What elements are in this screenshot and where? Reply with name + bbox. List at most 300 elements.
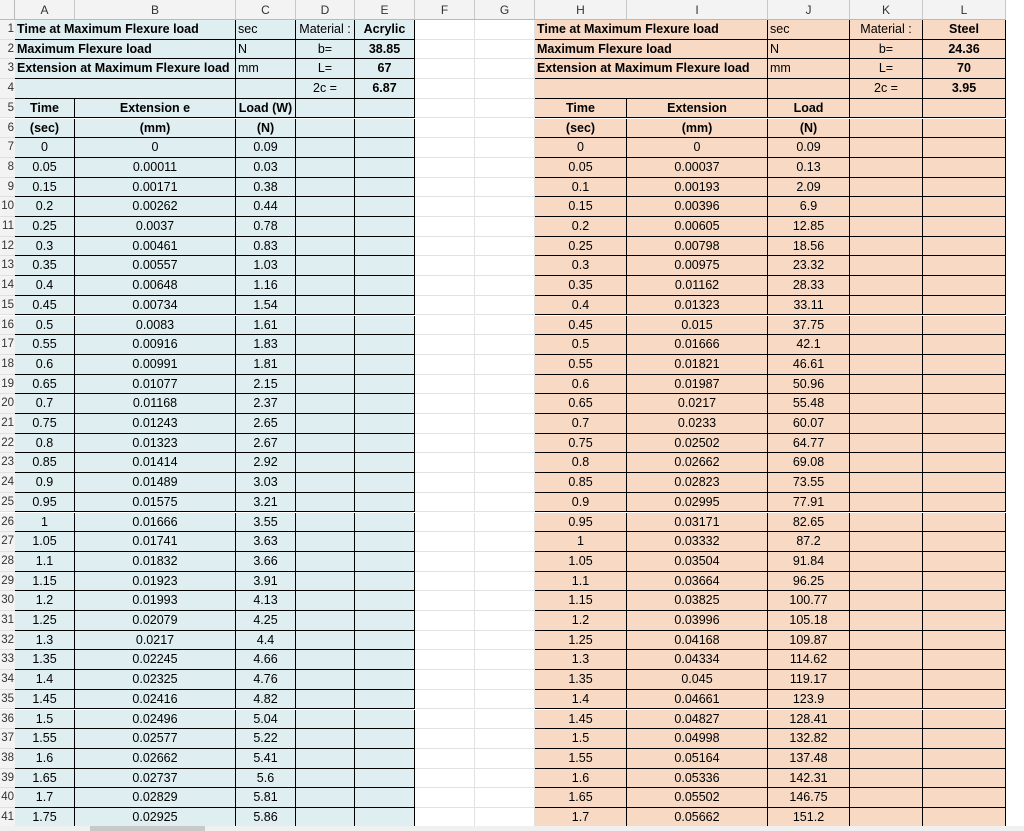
steel-empty-cell[interactable] bbox=[850, 138, 923, 158]
cell-g[interactable] bbox=[475, 453, 535, 473]
steel-extension-cell[interactable]: 0.04661 bbox=[627, 690, 768, 710]
steel-time-cell[interactable]: 0.15 bbox=[535, 197, 627, 217]
acrylic-extension-cell[interactable]: 0.02325 bbox=[75, 670, 236, 690]
acrylic-load-cell[interactable]: 1.83 bbox=[236, 335, 296, 355]
acrylic-empty-cell[interactable] bbox=[296, 710, 355, 730]
acrylic-empty-cell[interactable] bbox=[296, 414, 355, 434]
acrylic-empty-cell[interactable] bbox=[355, 473, 415, 493]
steel-load-cell[interactable]: 142.31 bbox=[768, 769, 850, 789]
steel-load-cell[interactable]: 23.32 bbox=[768, 256, 850, 276]
acrylic-time-cell[interactable]: 1.6 bbox=[15, 749, 75, 769]
steel-empty-cell[interactable] bbox=[923, 276, 1006, 296]
cell-f[interactable] bbox=[415, 710, 475, 730]
cell-g[interactable] bbox=[475, 79, 535, 99]
steel-time-cell[interactable]: 0.4 bbox=[535, 296, 627, 316]
row-header-26[interactable]: 26 bbox=[0, 513, 15, 533]
acrylic-info-label[interactable]: Time at Maximum Flexure load bbox=[15, 20, 236, 40]
cell-g[interactable] bbox=[475, 40, 535, 60]
acrylic-empty-cell[interactable] bbox=[355, 710, 415, 730]
column-header-k[interactable]: K bbox=[850, 0, 923, 20]
steel-load-cell[interactable]: 64.77 bbox=[768, 434, 850, 454]
cell-f[interactable] bbox=[415, 237, 475, 257]
acrylic-extension-cell[interactable]: 0.00648 bbox=[75, 276, 236, 296]
row-header-6[interactable]: 6 bbox=[0, 119, 15, 139]
row-header-18[interactable]: 18 bbox=[0, 355, 15, 375]
acrylic-extension-cell[interactable]: 0.02245 bbox=[75, 650, 236, 670]
cell-f[interactable] bbox=[415, 355, 475, 375]
acrylic-time-cell[interactable]: 1.3 bbox=[15, 631, 75, 651]
acrylic-extension-cell[interactable]: 0.01666 bbox=[75, 513, 236, 533]
steel-load-cell[interactable]: 137.48 bbox=[768, 749, 850, 769]
column-header-j[interactable]: J bbox=[768, 0, 850, 20]
acrylic-empty-cell[interactable] bbox=[355, 99, 415, 119]
steel-extension-cell[interactable]: 0.03332 bbox=[627, 532, 768, 552]
steel-extension-cell[interactable]: 0.00798 bbox=[627, 237, 768, 257]
acrylic-param-value[interactable]: 6.87 bbox=[355, 79, 415, 99]
acrylic-time-cell[interactable]: 0.35 bbox=[15, 256, 75, 276]
acrylic-load-cell[interactable]: 0.78 bbox=[236, 217, 296, 237]
cell-f[interactable] bbox=[415, 20, 475, 40]
steel-info-label[interactable]: Time at Maximum Flexure load bbox=[535, 20, 768, 40]
steel-empty-cell[interactable] bbox=[850, 788, 923, 808]
row-header-4[interactable]: 4 bbox=[0, 79, 15, 99]
acrylic-time-cell[interactable]: 0.15 bbox=[15, 178, 75, 198]
steel-info-unit[interactable]: N bbox=[768, 40, 850, 60]
acrylic-extension-cell[interactable]: 0.02925 bbox=[75, 808, 236, 828]
acrylic-extension-cell[interactable]: 0.00991 bbox=[75, 355, 236, 375]
steel-load-cell[interactable]: 6.9 bbox=[768, 197, 850, 217]
steel-empty-cell[interactable] bbox=[923, 710, 1006, 730]
acrylic-extension-cell[interactable]: 0.01168 bbox=[75, 394, 236, 414]
acrylic-extension-cell[interactable]: 0.01832 bbox=[75, 552, 236, 572]
steel-empty-cell[interactable] bbox=[850, 572, 923, 592]
steel-empty-cell[interactable] bbox=[923, 513, 1006, 533]
steel-extension-cell[interactable]: 0.01162 bbox=[627, 276, 768, 296]
acrylic-time-cell[interactable]: 0.65 bbox=[15, 375, 75, 395]
row-header-3[interactable]: 3 bbox=[0, 59, 15, 79]
steel-load-cell[interactable]: 12.85 bbox=[768, 217, 850, 237]
acrylic-load-cell[interactable]: 4.82 bbox=[236, 690, 296, 710]
acrylic-load-cell[interactable]: 0.44 bbox=[236, 197, 296, 217]
steel-empty-cell[interactable] bbox=[850, 394, 923, 414]
acrylic-empty-cell[interactable] bbox=[355, 650, 415, 670]
steel-empty-cell[interactable] bbox=[850, 119, 923, 139]
steel-load-cell[interactable]: 73.55 bbox=[768, 473, 850, 493]
cell-f[interactable] bbox=[415, 296, 475, 316]
steel-empty-cell[interactable] bbox=[923, 119, 1006, 139]
cell-f[interactable] bbox=[415, 217, 475, 237]
cell-g[interactable] bbox=[475, 119, 535, 139]
steel-time-cell[interactable]: 1.3 bbox=[535, 650, 627, 670]
cell-g[interactable] bbox=[475, 316, 535, 336]
steel-info-label[interactable] bbox=[535, 79, 768, 99]
steel-load-cell[interactable]: 55.48 bbox=[768, 394, 850, 414]
acrylic-time-cell[interactable]: 0.45 bbox=[15, 296, 75, 316]
cell-g[interactable] bbox=[475, 729, 535, 749]
cell-f[interactable] bbox=[415, 729, 475, 749]
row-header-34[interactable]: 34 bbox=[0, 670, 15, 690]
acrylic-empty-cell[interactable] bbox=[355, 513, 415, 533]
steel-load-cell[interactable]: 50.96 bbox=[768, 375, 850, 395]
row-header-29[interactable]: 29 bbox=[0, 572, 15, 592]
acrylic-info-label[interactable] bbox=[15, 79, 236, 99]
acrylic-load-cell[interactable]: 4.13 bbox=[236, 591, 296, 611]
cell-f[interactable] bbox=[415, 749, 475, 769]
cell-g[interactable] bbox=[475, 532, 535, 552]
cell-g[interactable] bbox=[475, 749, 535, 769]
steel-extension-cell[interactable]: 0.01987 bbox=[627, 375, 768, 395]
cell-f[interactable] bbox=[415, 59, 475, 79]
acrylic-empty-cell[interactable] bbox=[355, 158, 415, 178]
row-header-40[interactable]: 40 bbox=[0, 788, 15, 808]
steel-empty-cell[interactable] bbox=[850, 178, 923, 198]
cell-g[interactable] bbox=[475, 99, 535, 119]
steel-extension-cell[interactable]: 0 bbox=[627, 138, 768, 158]
cell-f[interactable] bbox=[415, 552, 475, 572]
acrylic-extension-cell[interactable]: 0.02662 bbox=[75, 749, 236, 769]
steel-time-cell[interactable]: 0.65 bbox=[535, 394, 627, 414]
cell-f[interactable] bbox=[415, 473, 475, 493]
steel-load-cell[interactable]: 114.62 bbox=[768, 650, 850, 670]
steel-load-cell[interactable]: 33.11 bbox=[768, 296, 850, 316]
steel-empty-cell[interactable] bbox=[850, 611, 923, 631]
steel-extension-cell[interactable]: 0.01323 bbox=[627, 296, 768, 316]
acrylic-empty-cell[interactable] bbox=[355, 414, 415, 434]
steel-empty-cell[interactable] bbox=[850, 434, 923, 454]
steel-empty-cell[interactable] bbox=[850, 197, 923, 217]
acrylic-empty-cell[interactable] bbox=[296, 473, 355, 493]
column-header-f[interactable]: F bbox=[415, 0, 475, 20]
steel-load-cell[interactable]: 42.1 bbox=[768, 335, 850, 355]
steel-empty-cell[interactable] bbox=[923, 808, 1006, 828]
acrylic-load-cell[interactable]: 3.21 bbox=[236, 493, 296, 513]
acrylic-extension-cell[interactable]: 0.01993 bbox=[75, 591, 236, 611]
acrylic-time-cell[interactable]: 0.7 bbox=[15, 394, 75, 414]
steel-load-cell[interactable]: 69.08 bbox=[768, 453, 850, 473]
acrylic-load-cell[interactable]: 3.63 bbox=[236, 532, 296, 552]
acrylic-empty-cell[interactable] bbox=[296, 119, 355, 139]
cell-g[interactable] bbox=[475, 256, 535, 276]
steel-empty-cell[interactable] bbox=[923, 631, 1006, 651]
steel-empty-cell[interactable] bbox=[923, 572, 1006, 592]
row-header-12[interactable]: 12 bbox=[0, 237, 15, 257]
cell-f[interactable] bbox=[415, 434, 475, 454]
steel-header-load[interactable]: (N) bbox=[768, 119, 850, 139]
acrylic-time-cell[interactable]: 0.75 bbox=[15, 414, 75, 434]
steel-load-cell[interactable]: 105.18 bbox=[768, 611, 850, 631]
cell-g[interactable] bbox=[475, 296, 535, 316]
steel-empty-cell[interactable] bbox=[923, 591, 1006, 611]
cell-g[interactable] bbox=[475, 513, 535, 533]
acrylic-load-cell[interactable]: 0.38 bbox=[236, 178, 296, 198]
acrylic-load-cell[interactable]: 2.92 bbox=[236, 453, 296, 473]
row-header-23[interactable]: 23 bbox=[0, 453, 15, 473]
cell-g[interactable] bbox=[475, 572, 535, 592]
acrylic-empty-cell[interactable] bbox=[355, 749, 415, 769]
column-header-i[interactable]: I bbox=[627, 0, 768, 20]
acrylic-extension-cell[interactable]: 0.02737 bbox=[75, 769, 236, 789]
acrylic-empty-cell[interactable] bbox=[296, 355, 355, 375]
acrylic-extension-cell[interactable]: 0.0037 bbox=[75, 217, 236, 237]
acrylic-load-cell[interactable]: 2.37 bbox=[236, 394, 296, 414]
row-header-20[interactable]: 20 bbox=[0, 394, 15, 414]
cell-g[interactable] bbox=[475, 808, 535, 828]
row-header-25[interactable]: 25 bbox=[0, 493, 15, 513]
acrylic-empty-cell[interactable] bbox=[355, 808, 415, 828]
acrylic-info-unit[interactable]: mm bbox=[236, 59, 296, 79]
acrylic-empty-cell[interactable] bbox=[296, 650, 355, 670]
steel-load-cell[interactable]: 37.75 bbox=[768, 316, 850, 336]
steel-empty-cell[interactable] bbox=[923, 769, 1006, 789]
acrylic-extension-cell[interactable]: 0.01323 bbox=[75, 434, 236, 454]
steel-load-cell[interactable]: 119.17 bbox=[768, 670, 850, 690]
acrylic-empty-cell[interactable] bbox=[355, 493, 415, 513]
acrylic-param-value[interactable]: Acrylic bbox=[355, 20, 415, 40]
steel-extension-cell[interactable]: 0.0217 bbox=[627, 394, 768, 414]
acrylic-load-cell[interactable]: 3.55 bbox=[236, 513, 296, 533]
cell-f[interactable] bbox=[415, 493, 475, 513]
acrylic-info-label[interactable]: Extension at Maximum Flexure load bbox=[15, 59, 236, 79]
cell-f[interactable] bbox=[415, 178, 475, 198]
acrylic-extension-cell[interactable]: 0.02079 bbox=[75, 611, 236, 631]
steel-time-cell[interactable]: 0.75 bbox=[535, 434, 627, 454]
steel-info-label[interactable]: Extension at Maximum Flexure load bbox=[535, 59, 768, 79]
steel-param-value[interactable]: 24.36 bbox=[923, 40, 1006, 60]
acrylic-extension-cell[interactable]: 0.01077 bbox=[75, 375, 236, 395]
acrylic-extension-cell[interactable]: 0.02496 bbox=[75, 710, 236, 730]
acrylic-time-cell[interactable]: 0.25 bbox=[15, 217, 75, 237]
row-header-32[interactable]: 32 bbox=[0, 631, 15, 651]
steel-time-cell[interactable]: 1.7 bbox=[535, 808, 627, 828]
steel-time-cell[interactable]: 1.25 bbox=[535, 631, 627, 651]
acrylic-empty-cell[interactable] bbox=[296, 572, 355, 592]
column-header-b[interactable]: B bbox=[75, 0, 236, 20]
steel-time-cell[interactable]: 0.7 bbox=[535, 414, 627, 434]
acrylic-empty-cell[interactable] bbox=[355, 453, 415, 473]
steel-load-cell[interactable]: 109.87 bbox=[768, 631, 850, 651]
acrylic-empty-cell[interactable] bbox=[296, 296, 355, 316]
acrylic-empty-cell[interactable] bbox=[296, 434, 355, 454]
steel-empty-cell[interactable] bbox=[850, 316, 923, 336]
horizontal-scrollbar[interactable] bbox=[0, 826, 1024, 831]
acrylic-extension-cell[interactable]: 0.01489 bbox=[75, 473, 236, 493]
acrylic-empty-cell[interactable] bbox=[296, 394, 355, 414]
acrylic-load-cell[interactable]: 4.4 bbox=[236, 631, 296, 651]
steel-empty-cell[interactable] bbox=[923, 749, 1006, 769]
acrylic-info-unit[interactable]: sec bbox=[236, 20, 296, 40]
steel-extension-cell[interactable]: 0.04998 bbox=[627, 729, 768, 749]
acrylic-empty-cell[interactable] bbox=[296, 769, 355, 789]
acrylic-extension-cell[interactable]: 0.00557 bbox=[75, 256, 236, 276]
steel-empty-cell[interactable] bbox=[850, 237, 923, 257]
row-header-16[interactable]: 16 bbox=[0, 316, 15, 336]
steel-extension-cell[interactable]: 0.05502 bbox=[627, 788, 768, 808]
acrylic-header-extension[interactable]: Extension e bbox=[75, 99, 236, 119]
steel-time-cell[interactable]: 0.9 bbox=[535, 493, 627, 513]
acrylic-extension-cell[interactable]: 0.00461 bbox=[75, 237, 236, 257]
steel-param-value[interactable]: 70 bbox=[923, 59, 1006, 79]
acrylic-param-label[interactable]: b= bbox=[296, 40, 355, 60]
column-header-c[interactable]: C bbox=[236, 0, 296, 20]
cell-g[interactable] bbox=[475, 217, 535, 237]
cell-f[interactable] bbox=[415, 788, 475, 808]
acrylic-empty-cell[interactable] bbox=[296, 276, 355, 296]
steel-empty-cell[interactable] bbox=[923, 729, 1006, 749]
cell-g[interactable] bbox=[475, 197, 535, 217]
steel-load-cell[interactable]: 100.77 bbox=[768, 591, 850, 611]
acrylic-empty-cell[interactable] bbox=[355, 729, 415, 749]
steel-load-cell[interactable]: 46.61 bbox=[768, 355, 850, 375]
acrylic-load-cell[interactable]: 5.22 bbox=[236, 729, 296, 749]
steel-empty-cell[interactable] bbox=[850, 296, 923, 316]
steel-empty-cell[interactable] bbox=[850, 591, 923, 611]
steel-time-cell[interactable]: 1.2 bbox=[535, 611, 627, 631]
cell-f[interactable] bbox=[415, 769, 475, 789]
steel-empty-cell[interactable] bbox=[850, 414, 923, 434]
row-header-39[interactable]: 39 bbox=[0, 769, 15, 789]
acrylic-extension-cell[interactable]: 0.02416 bbox=[75, 690, 236, 710]
acrylic-header-time[interactable]: (sec) bbox=[15, 119, 75, 139]
acrylic-empty-cell[interactable] bbox=[355, 178, 415, 198]
acrylic-time-cell[interactable]: 1.2 bbox=[15, 591, 75, 611]
steel-time-cell[interactable]: 0.45 bbox=[535, 316, 627, 336]
cell-f[interactable] bbox=[415, 40, 475, 60]
row-header-21[interactable]: 21 bbox=[0, 414, 15, 434]
cell-g[interactable] bbox=[475, 788, 535, 808]
steel-empty-cell[interactable] bbox=[850, 552, 923, 572]
steel-load-cell[interactable]: 0.13 bbox=[768, 158, 850, 178]
acrylic-param-label[interactable]: L= bbox=[296, 59, 355, 79]
steel-param-label[interactable]: L= bbox=[850, 59, 923, 79]
steel-extension-cell[interactable]: 0.015 bbox=[627, 316, 768, 336]
steel-load-cell[interactable]: 132.82 bbox=[768, 729, 850, 749]
steel-empty-cell[interactable] bbox=[923, 355, 1006, 375]
steel-extension-cell[interactable]: 0.02823 bbox=[627, 473, 768, 493]
steel-time-cell[interactable]: 0.25 bbox=[535, 237, 627, 257]
steel-empty-cell[interactable] bbox=[923, 178, 1006, 198]
acrylic-time-cell[interactable]: 1.7 bbox=[15, 788, 75, 808]
steel-header-extension[interactable]: (mm) bbox=[627, 119, 768, 139]
steel-extension-cell[interactable]: 0.03171 bbox=[627, 513, 768, 533]
acrylic-load-cell[interactable]: 1.16 bbox=[236, 276, 296, 296]
acrylic-load-cell[interactable]: 0.03 bbox=[236, 158, 296, 178]
steel-empty-cell[interactable] bbox=[850, 158, 923, 178]
acrylic-load-cell[interactable]: 5.86 bbox=[236, 808, 296, 828]
cell-f[interactable] bbox=[415, 79, 475, 99]
acrylic-load-cell[interactable]: 3.91 bbox=[236, 572, 296, 592]
steel-param-value[interactable]: 3.95 bbox=[923, 79, 1006, 99]
cell-f[interactable] bbox=[415, 158, 475, 178]
acrylic-load-cell[interactable]: 5.41 bbox=[236, 749, 296, 769]
row-header-8[interactable]: 8 bbox=[0, 158, 15, 178]
cell-g[interactable] bbox=[475, 473, 535, 493]
steel-load-cell[interactable]: 91.84 bbox=[768, 552, 850, 572]
acrylic-load-cell[interactable]: 3.03 bbox=[236, 473, 296, 493]
cell-g[interactable] bbox=[475, 591, 535, 611]
steel-time-cell[interactable]: 1.6 bbox=[535, 769, 627, 789]
steel-extension-cell[interactable]: 0.01666 bbox=[627, 335, 768, 355]
steel-empty-cell[interactable] bbox=[923, 414, 1006, 434]
acrylic-empty-cell[interactable] bbox=[355, 611, 415, 631]
steel-empty-cell[interactable] bbox=[923, 788, 1006, 808]
acrylic-empty-cell[interactable] bbox=[355, 256, 415, 276]
cell-f[interactable] bbox=[415, 375, 475, 395]
acrylic-empty-cell[interactable] bbox=[296, 375, 355, 395]
row-header-27[interactable]: 27 bbox=[0, 532, 15, 552]
scrollbar-thumb[interactable] bbox=[90, 826, 205, 831]
acrylic-extension-cell[interactable]: 0.00171 bbox=[75, 178, 236, 198]
steel-extension-cell[interactable]: 0.04334 bbox=[627, 650, 768, 670]
acrylic-info-unit[interactable]: N bbox=[236, 40, 296, 60]
acrylic-empty-cell[interactable] bbox=[296, 690, 355, 710]
acrylic-empty-cell[interactable] bbox=[296, 591, 355, 611]
acrylic-time-cell[interactable]: 1.05 bbox=[15, 532, 75, 552]
acrylic-empty-cell[interactable] bbox=[355, 631, 415, 651]
cell-g[interactable] bbox=[475, 690, 535, 710]
steel-extension-cell[interactable]: 0.00605 bbox=[627, 217, 768, 237]
acrylic-empty-cell[interactable] bbox=[355, 217, 415, 237]
steel-empty-cell[interactable] bbox=[923, 670, 1006, 690]
cell-g[interactable] bbox=[475, 670, 535, 690]
steel-empty-cell[interactable] bbox=[850, 769, 923, 789]
cell-g[interactable] bbox=[475, 59, 535, 79]
steel-extension-cell[interactable]: 0.00037 bbox=[627, 158, 768, 178]
acrylic-time-cell[interactable]: 1.75 bbox=[15, 808, 75, 828]
acrylic-time-cell[interactable]: 0.8 bbox=[15, 434, 75, 454]
row-header-14[interactable]: 14 bbox=[0, 276, 15, 296]
acrylic-time-cell[interactable]: 0.85 bbox=[15, 453, 75, 473]
acrylic-load-cell[interactable]: 4.25 bbox=[236, 611, 296, 631]
column-header-h[interactable]: H bbox=[535, 0, 627, 20]
steel-empty-cell[interactable] bbox=[850, 99, 923, 119]
acrylic-empty-cell[interactable] bbox=[355, 335, 415, 355]
acrylic-load-cell[interactable]: 0.09 bbox=[236, 138, 296, 158]
steel-time-cell[interactable]: 1.05 bbox=[535, 552, 627, 572]
steel-load-cell[interactable]: 0.09 bbox=[768, 138, 850, 158]
steel-empty-cell[interactable] bbox=[850, 670, 923, 690]
steel-empty-cell[interactable] bbox=[850, 690, 923, 710]
steel-time-cell[interactable]: 1.4 bbox=[535, 690, 627, 710]
cell-f[interactable] bbox=[415, 256, 475, 276]
acrylic-empty-cell[interactable] bbox=[355, 237, 415, 257]
acrylic-empty-cell[interactable] bbox=[296, 749, 355, 769]
acrylic-time-cell[interactable]: 1.5 bbox=[15, 710, 75, 730]
acrylic-extension-cell[interactable]: 0.02829 bbox=[75, 788, 236, 808]
row-header-22[interactable]: 22 bbox=[0, 434, 15, 454]
acrylic-empty-cell[interactable] bbox=[296, 316, 355, 336]
column-header-a[interactable]: A bbox=[15, 0, 75, 20]
steel-time-cell[interactable]: 0.8 bbox=[535, 453, 627, 473]
acrylic-time-cell[interactable]: 0.3 bbox=[15, 237, 75, 257]
acrylic-load-cell[interactable]: 1.03 bbox=[236, 256, 296, 276]
cell-f[interactable] bbox=[415, 119, 475, 139]
steel-extension-cell[interactable]: 0.02662 bbox=[627, 453, 768, 473]
acrylic-empty-cell[interactable] bbox=[355, 572, 415, 592]
acrylic-empty-cell[interactable] bbox=[296, 670, 355, 690]
row-header-15[interactable]: 15 bbox=[0, 296, 15, 316]
row-header-13[interactable]: 13 bbox=[0, 256, 15, 276]
steel-header-time[interactable]: Time bbox=[535, 99, 627, 119]
steel-empty-cell[interactable] bbox=[923, 296, 1006, 316]
steel-empty-cell[interactable] bbox=[850, 256, 923, 276]
acrylic-empty-cell[interactable] bbox=[296, 158, 355, 178]
acrylic-load-cell[interactable]: 1.61 bbox=[236, 316, 296, 336]
row-header-2[interactable]: 2 bbox=[0, 40, 15, 60]
steel-info-unit[interactable] bbox=[768, 79, 850, 99]
steel-empty-cell[interactable] bbox=[923, 434, 1006, 454]
steel-empty-cell[interactable] bbox=[923, 158, 1006, 178]
acrylic-empty-cell[interactable] bbox=[355, 532, 415, 552]
